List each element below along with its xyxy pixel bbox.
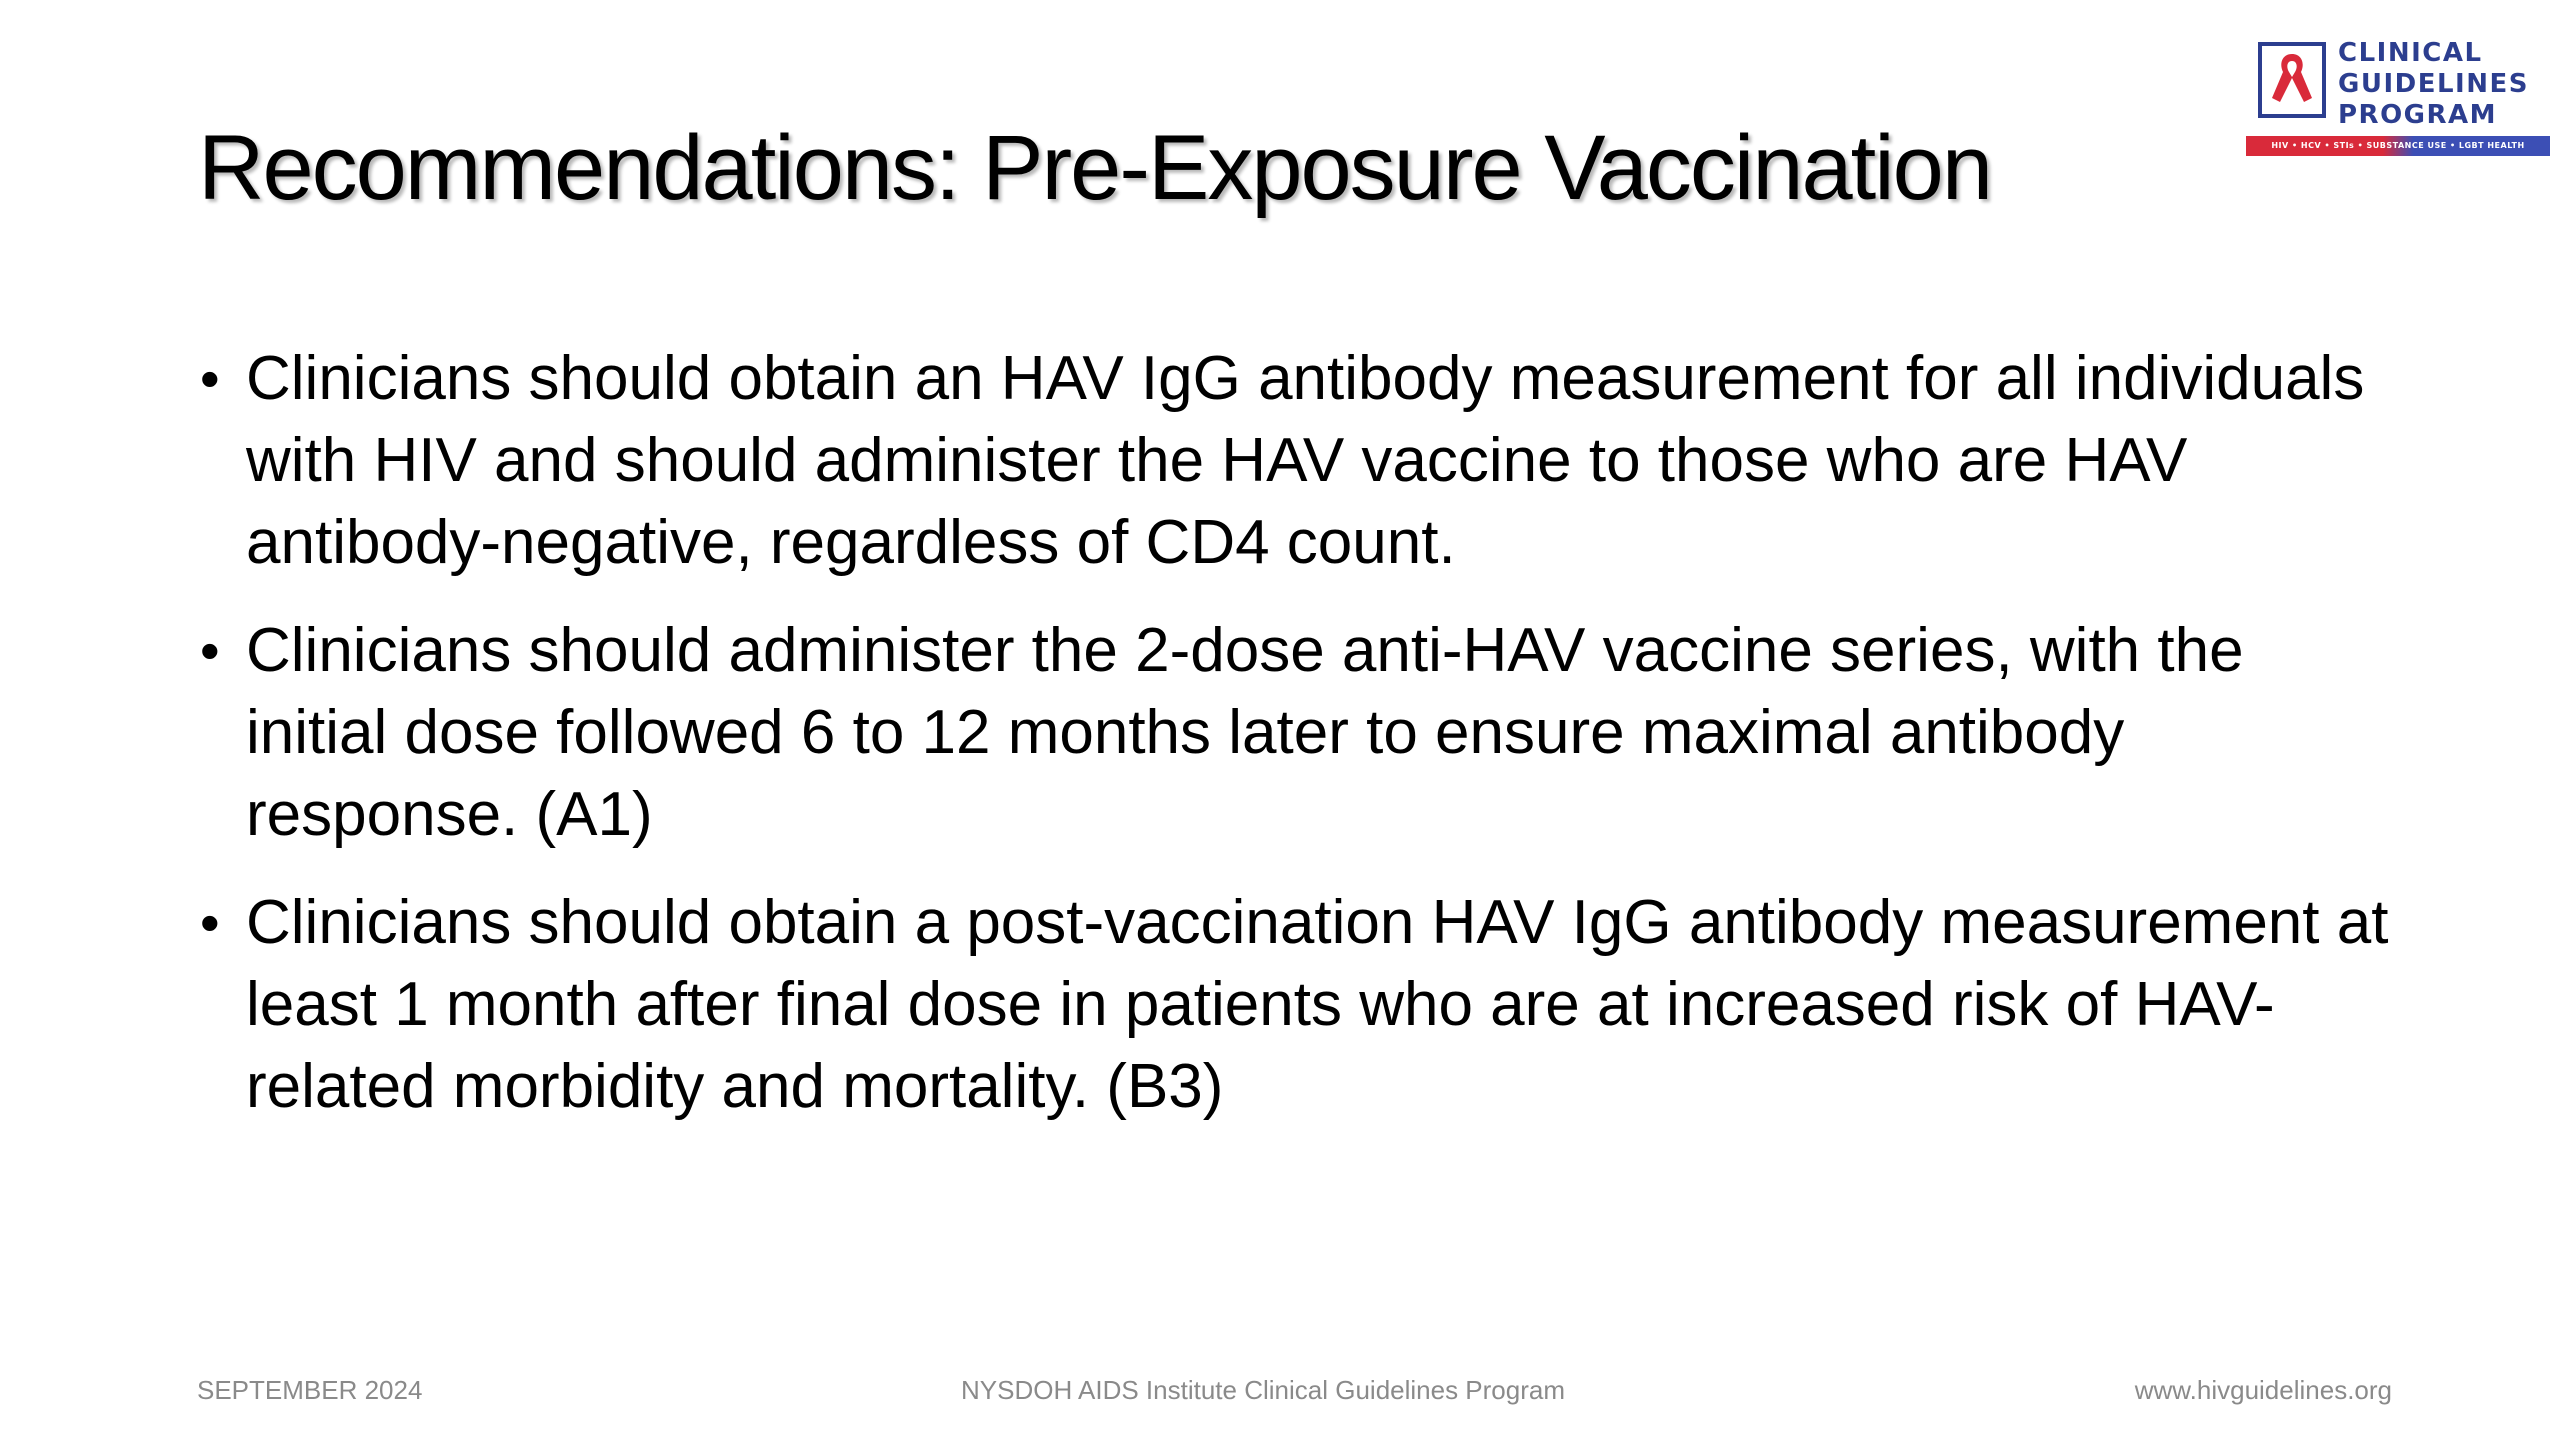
bullet-text: Clinicians should administer the 2-dose anti-HAV vaccine series, with the initial dose followed 6 to 12 months later to ensure maximal antibody response. (A1) — [246, 616, 2244, 849]
bullet-item — [196, 882, 2396, 1128]
logo-wordmark — [2338, 38, 2529, 131]
bullet-item — [196, 610, 2396, 856]
logo-line-guidelines: GUIDELINES — [2338, 69, 2529, 99]
bullet-marker: • — [200, 347, 220, 410]
footer-date: SEPTEMBER 2024 — [197, 1375, 423, 1405]
bullet-list — [196, 338, 2396, 1154]
bullet-marker: • — [200, 619, 220, 682]
bullet-text: Clinicians should obtain an HAV IgG antibody measurement for all individuals with HIV and should administer the HAV vaccine to those who are HAV antibody-negative, regardless of CD4 count. — [246, 344, 2365, 577]
logo-line-program: PROGRAM — [2338, 100, 2498, 130]
red-ribbon-icon — [2262, 46, 2322, 114]
clinical-guidelines-program-logo — [2246, 38, 2550, 160]
footer-website: www.hivguidelines.org — [2134, 1375, 2392, 1405]
footer-organization: NYSDOH AIDS Institute Clinical Guidelines Program — [961, 1375, 1566, 1405]
bullet-text: Clinicians should obtain a post-vaccination HAV IgG antibody measurement at least 1 month after final dose in patients who are at increased risk of HAV-related morbidity and mortality. (B3) — [246, 888, 2389, 1121]
logo-tagline: HIV • HCV • STIs • SUBSTANCE USE • LGBT HEALTH — [2271, 141, 2525, 150]
slide-title: Recommendations: Pre-Exposure Vaccination — [198, 117, 1991, 219]
bullet-marker: • — [200, 891, 220, 954]
logo-line-clinical: CLINICAL — [2338, 38, 2483, 68]
bullet-item — [196, 338, 2396, 584]
logo-emblem — [2258, 42, 2326, 118]
